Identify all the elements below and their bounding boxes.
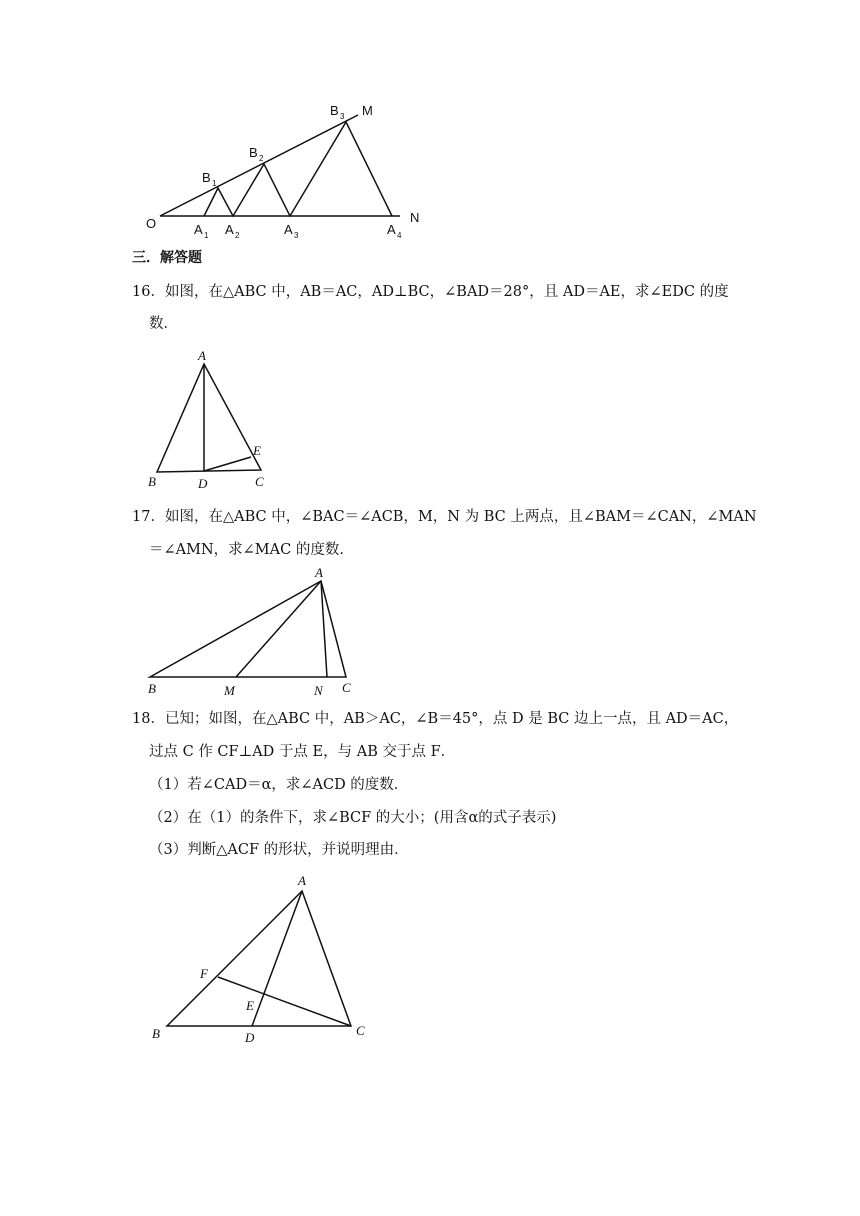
q18-text-line2: 过点 C 作 CF⊥AD 于点 E，与 AB 交于点 F．: [149, 744, 456, 760]
q18-label-C: C: [356, 1023, 365, 1038]
q18-sub1: （1）若∠CAD＝α，求∠ACD 的度数．: [149, 777, 409, 793]
q18-label-B: B: [152, 1026, 160, 1041]
q17-label-N: N: [314, 683, 323, 698]
q17-label-A: A: [315, 565, 323, 580]
q18-label-D: D: [245, 1030, 255, 1045]
segment-CF: [218, 977, 351, 1026]
q18-label-F: F: [200, 966, 208, 981]
q18-text-line1: 18．已知；如图，在△ABC 中，AB＞AC，∠B＝45°，点 D 是 BC 边上一点，且 AD＝AC，: [132, 711, 739, 727]
q16-text-line1: 16．如图，在△ABC 中，AB＝AC，AD⊥BC，∠BAD＝28°，且 AD＝AE，求∠EDC 的度: [132, 284, 729, 300]
label-A3-sub: 3: [294, 231, 299, 240]
label-B1-sub: 1: [212, 179, 217, 188]
q16-label-B: B: [148, 474, 156, 489]
q16-label-A: A: [198, 348, 206, 363]
label-B2: B: [249, 145, 258, 160]
label-B1: B: [202, 170, 211, 185]
label-O: O: [146, 216, 157, 231]
label-A4-sub: 4: [397, 231, 402, 240]
q16-label-C: C: [255, 474, 264, 489]
q16-text-line2: 数．: [149, 316, 178, 332]
q18-sub2: （2）在（1）的条件下，求∠BCF 的大小；(用含α的式子表示): [149, 810, 557, 826]
q17-label-C: C: [342, 680, 351, 695]
label-A1-sub: 1: [204, 231, 209, 240]
label-N: N: [410, 210, 420, 225]
label-M: M: [362, 103, 373, 118]
q17-label-B: B: [148, 681, 156, 696]
q18-sub3: （3）判断△ACF 的形状，并说明理由．: [149, 842, 409, 858]
q17-label-M: M: [224, 683, 235, 698]
label-B3-sub: 3: [340, 112, 345, 121]
label-A2-sub: 2: [235, 231, 240, 240]
label-A3: A: [284, 222, 293, 237]
label-A2: A: [225, 222, 234, 237]
q16-label-E: E: [253, 443, 261, 458]
label-B3: B: [330, 103, 339, 118]
label-A4: A: [387, 222, 396, 237]
q17-text-line2: ＝∠AMN，求∠MAC 的度数．: [149, 542, 354, 558]
q17-text-line1: 17．如图，在△ABC 中，∠BAC＝∠ACB，M，N 为 BC 上两点，且∠BAM＝∠CAN，∠MAN: [132, 509, 757, 525]
label-B2-sub: 2: [259, 154, 264, 163]
section-title: 三．解答题: [132, 250, 202, 266]
q18-label-A: A: [298, 873, 306, 888]
q16-label-D: D: [198, 476, 208, 491]
q18-label-E: E: [246, 998, 254, 1013]
label-A1: A: [194, 222, 203, 237]
